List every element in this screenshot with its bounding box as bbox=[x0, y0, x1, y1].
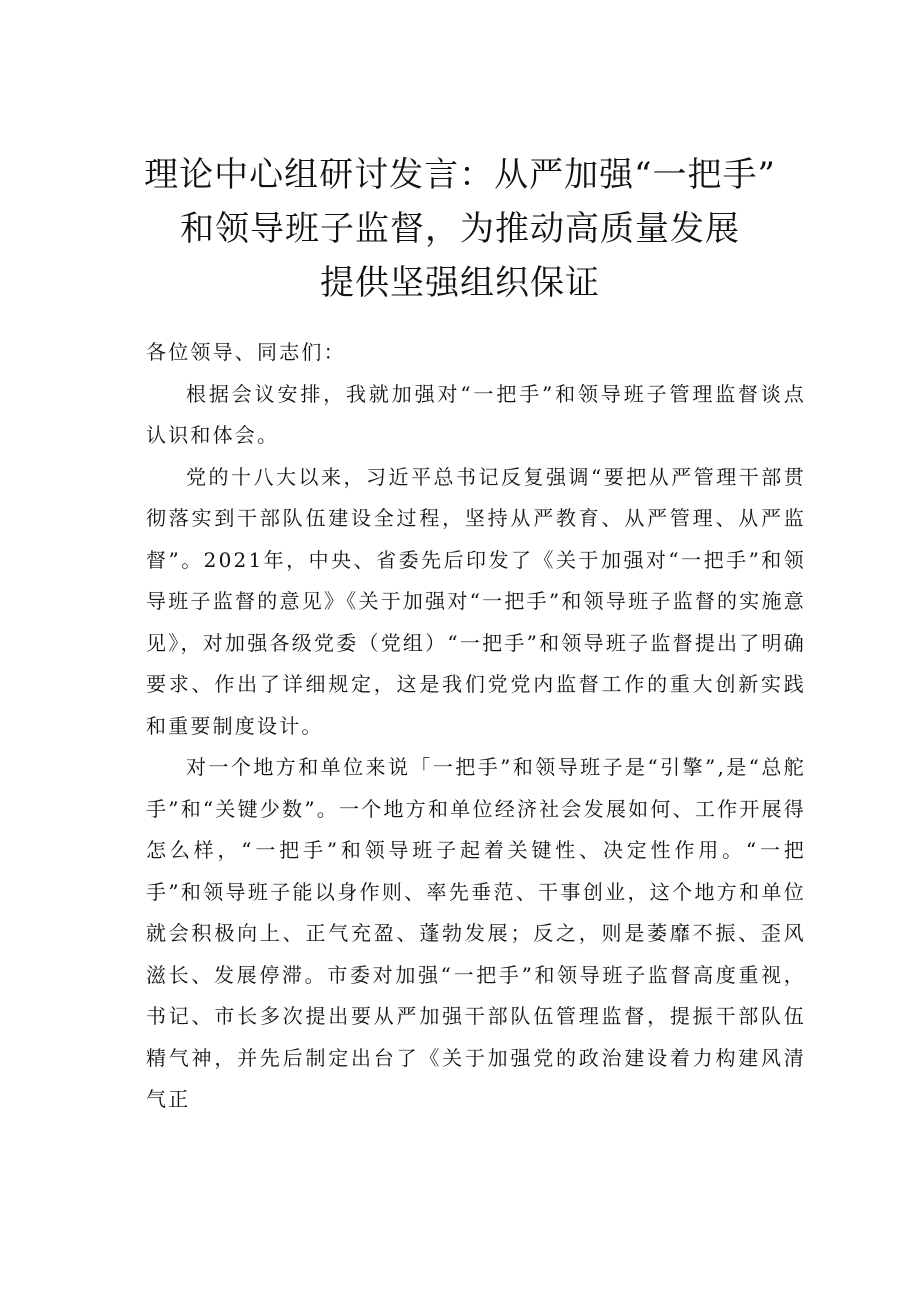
title-line-3: 提供坚强组织保证 bbox=[320, 263, 600, 303]
paragraph-3: 对一个地方和单位来说「一把手”和领导班子是“引擎”,是“总舵手”和“关键少数”。一个地方和单位经济社会发展如何、工作开展得怎么样，“一把手”和领导班子起着关键性、决定性作用。“一把手”和领导班子能以身作则、率先垂范、干事创业，这个地方和单位就会积极向上、正气充盈、蓬勃发展；反之，则是萎靡不振、歪风滋长、发展停滞。市委对加强“一把手”和领导班子监督高度重视，书记、市长多次提出要从严加强干部队伍管理监督，提振干部队伍精气神，并先后制定出台了《关于加强党的政治建设着力构建风清气正 bbox=[146, 755, 806, 1111]
title-line-1: 理论中心组研讨发言：从严加强“一把手” bbox=[144, 155, 776, 195]
document-body bbox=[146, 332, 806, 1121]
paragraph-2: 党的十八大以来，习近平总书记反复强调“要把从严管理干部贯彻落实到干部队伍建设全过程，坚持从严教育、从严管理、从严监督”。2021年，中央、省委先后印发了《关于加强对“一把手”和领导班子监督的意见》《关于加强对“一把手”和领导班子监督的实施意见》，对加强各级党委（党组）“一把手”和领导班子监督提出了明确要求、作出了详细规定，这是我们党党内监督工作的重大创新实践和重要制度设计。 bbox=[146, 464, 806, 738]
paragraph-1: 根据会议安排，我就加强对“一把手”和领导班子管理监督谈点认识和体会。 bbox=[146, 381, 806, 447]
document-title bbox=[120, 148, 800, 310]
salutation: 各位领导、同志们： bbox=[146, 340, 346, 364]
title-line-2: 和领导班子监督，为推动高质量发展 bbox=[180, 209, 740, 249]
